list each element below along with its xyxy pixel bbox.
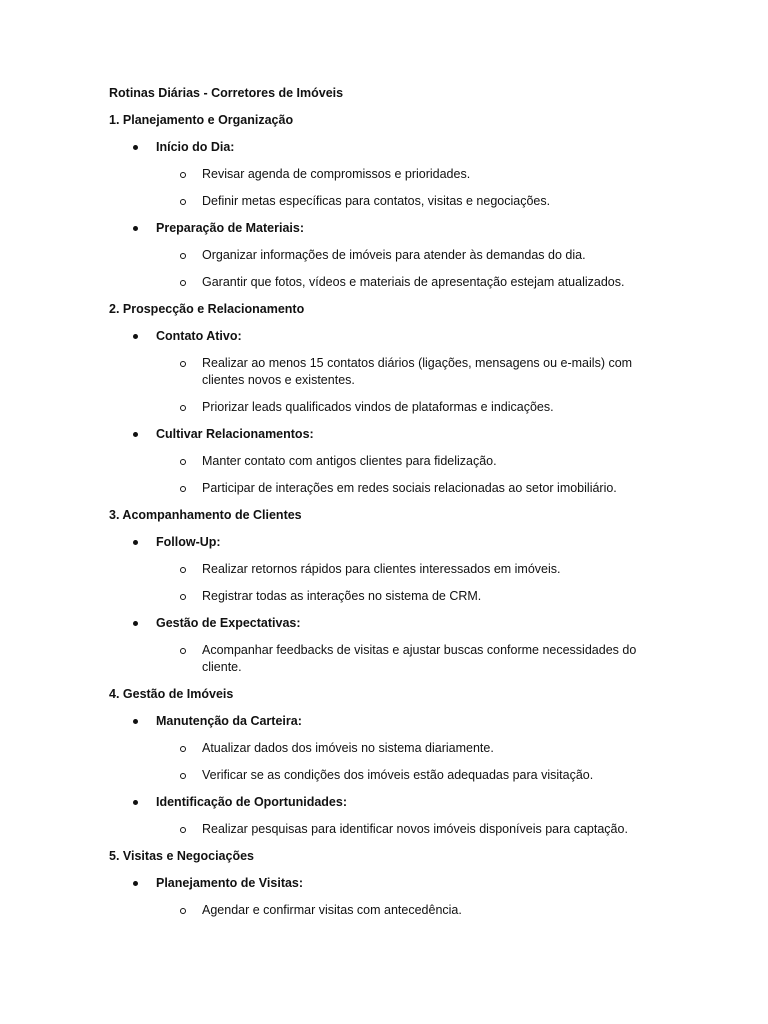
bullet-disc-icon — [133, 719, 138, 724]
document-title: Rotinas Diárias - Corretores de Imóveis — [109, 86, 344, 100]
bullet-circle-icon — [180, 567, 186, 573]
list-item — [156, 480, 654, 497]
list-item — [156, 453, 654, 470]
subsection-title: Início do Dia: — [156, 140, 235, 154]
list-item — [109, 794, 654, 838]
list-item — [109, 220, 654, 291]
bullet-circle-icon — [180, 361, 186, 367]
bullet-circle-icon — [180, 280, 186, 286]
section-planejamento — [109, 112, 654, 291]
section-visitas — [109, 848, 654, 919]
section-title: 2. Prospecção e Relacionamento — [109, 302, 305, 316]
list-item — [156, 561, 654, 578]
list-item — [109, 139, 654, 210]
bullet-circle-icon — [180, 199, 186, 205]
bullet-circle-icon — [180, 253, 186, 259]
subsection-title: Cultivar Relacionamentos: — [156, 427, 314, 441]
section-title: 4. Gestão de Imóveis — [109, 687, 234, 701]
bullet-disc-icon — [133, 621, 138, 626]
bullet-disc-icon — [133, 432, 138, 437]
list-item — [156, 821, 654, 838]
bullet-circle-icon — [180, 405, 186, 411]
bullet-circle-icon — [180, 172, 186, 178]
bullet-circle-icon — [180, 908, 186, 914]
bullet-disc-icon — [133, 334, 138, 339]
subsection-title: Gestão de Expectativas: — [156, 616, 301, 630]
section-prospeccao — [109, 301, 654, 497]
bullet-circle-icon — [180, 459, 186, 465]
section-title: 1. Planejamento e Organização — [109, 113, 294, 127]
list-item-text: Definir metas específicas para contatos, visitas e negociações. — [202, 194, 551, 208]
list-item — [156, 642, 654, 676]
bullet-disc-icon — [133, 226, 138, 231]
list-item — [109, 713, 654, 784]
list-item — [109, 328, 654, 416]
bullet-circle-icon — [180, 773, 186, 779]
bullet-disc-icon — [133, 540, 138, 545]
list-item — [156, 193, 654, 210]
list-item — [156, 902, 654, 919]
bullet-disc-icon — [133, 800, 138, 805]
list-item — [109, 875, 654, 919]
list-item-text: Realizar ao menos 15 contatos diários (ligações, mensagens ou e-mails) com clientes novos e existentes. — [202, 356, 633, 387]
list-item-text: Realizar retornos rápidos para clientes interessados em imóveis. — [202, 562, 561, 576]
list-item — [156, 274, 654, 291]
list-item — [109, 615, 654, 676]
subsection-title: Preparação de Materiais: — [156, 221, 304, 235]
bullet-disc-icon — [133, 145, 138, 150]
list-item-text: Agendar e confirmar visitas com antecedência. — [202, 903, 462, 917]
section-title: 3. Acompanhamento de Clientes — [109, 508, 302, 522]
section-gestao-imoveis — [109, 686, 654, 838]
list-item-text: Priorizar leads qualificados vindos de plataformas e indicações. — [202, 400, 554, 414]
list-item-text: Organizar informações de imóveis para atender às demandas do dia. — [202, 248, 586, 262]
list-item — [109, 426, 654, 497]
subsection-title: Planejamento de Visitas: — [156, 876, 304, 890]
list-item-text: Acompanhar feedbacks de visitas e ajustar buscas conforme necessidades do cliente. — [202, 643, 637, 674]
section-acompanhamento — [109, 507, 654, 676]
list-item — [156, 588, 654, 605]
list-item-text: Verificar se as condições dos imóveis estão adequadas para visitação. — [202, 768, 594, 782]
subsection-title: Follow-Up: — [156, 535, 221, 549]
list-item — [156, 355, 654, 389]
subsection-title: Manutenção da Carteira: — [156, 714, 302, 728]
list-item-text: Garantir que fotos, vídeos e materiais de apresentação estejam atualizados. — [202, 275, 625, 289]
document-body — [109, 85, 654, 929]
subsection-title: Identificação de Oportunidades: — [156, 795, 347, 809]
list-item-text: Participar de interações em redes sociais relacionadas ao setor imobiliário. — [202, 481, 617, 495]
list-item-text: Revisar agenda de compromissos e prioridades. — [202, 167, 471, 181]
list-item-text: Registrar todas as interações no sistema de CRM. — [202, 589, 482, 603]
bullet-circle-icon — [180, 648, 186, 654]
section-title: 5. Visitas e Negociações — [109, 849, 254, 863]
list-item-text: Atualizar dados dos imóveis no sistema diariamente. — [202, 741, 494, 755]
bullet-circle-icon — [180, 746, 186, 752]
list-item-text: Realizar pesquisas para identificar novos imóveis disponíveis para captação. — [202, 822, 628, 836]
subsection-title: Contato Ativo: — [156, 329, 242, 343]
list-item — [156, 399, 654, 416]
list-item — [156, 767, 654, 784]
bullet-circle-icon — [180, 486, 186, 492]
list-item — [109, 534, 654, 605]
list-item — [156, 166, 654, 183]
list-item-text: Manter contato com antigos clientes para fidelização. — [202, 454, 497, 468]
bullet-circle-icon — [180, 827, 186, 833]
list-item — [156, 247, 654, 264]
bullet-circle-icon — [180, 594, 186, 600]
bullet-disc-icon — [133, 881, 138, 886]
list-item — [156, 740, 654, 757]
